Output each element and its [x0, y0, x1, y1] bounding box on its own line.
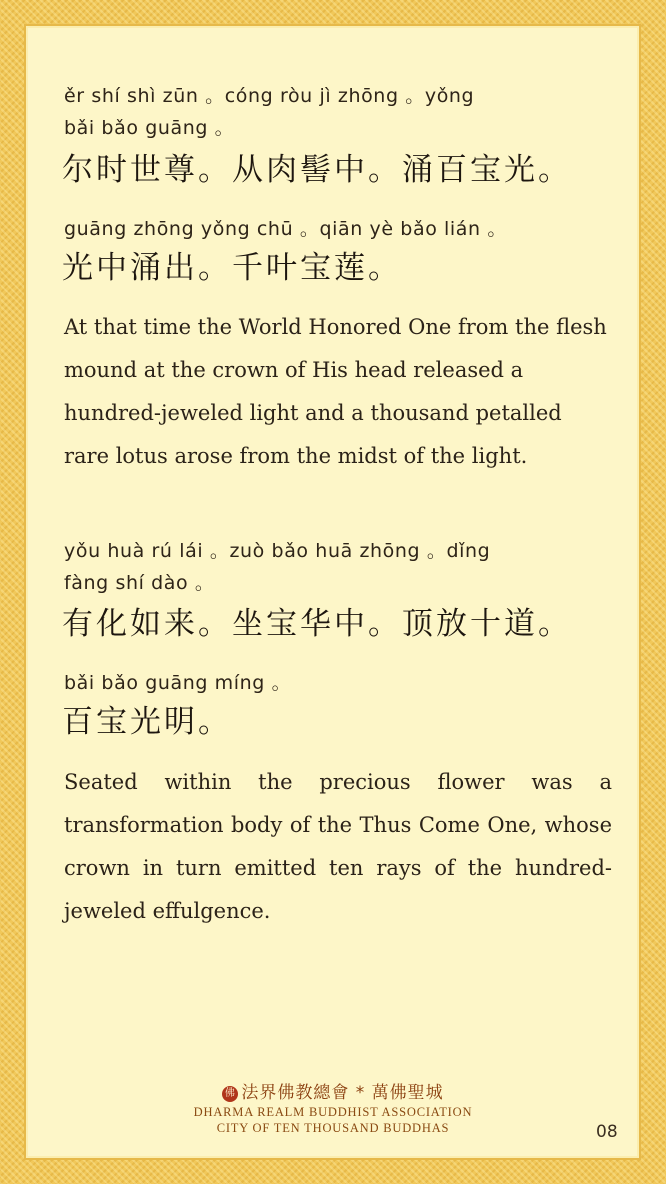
verse2-english: Seated within the precious flower was a transformation body of the Thus Come One, whose crown in turn emitted ten rays of the hundred-jeweled effulgence. [64, 770, 612, 923]
footer-chinese: 法界佛教總會 * 萬佛聖城 [241, 1083, 444, 1103]
footer [140, 1082, 526, 1136]
verse1-pinyin-line1: ěr shí shì zūn 。cóng ròu jì zhōng 。yǒng bǎi bǎo guāng 。 [64, 85, 475, 139]
verse1-chinese-line1: 尔时世尊。从肉髻中。涌百宝光。 [62, 152, 572, 188]
dharma-seal-icon: 佛 [222, 1086, 238, 1102]
page-number: 08 [596, 1122, 618, 1142]
verse1-chinese-line2: 光中涌出。千叶宝莲。 [62, 250, 402, 286]
verse2-chinese-line1: 有化如来。坐宝华中。顶放十道。 [62, 606, 572, 642]
verse2-pinyin-line1: yǒu huà rú lái 。zuò bǎo huā zhōng 。dǐng fàng shí dào 。 [64, 540, 491, 594]
footer-chinese-row [140, 1082, 526, 1104]
verse1-pinyin-line2: guāng zhōng yǒng chū 。qiān yè bǎo lián 。 [64, 218, 507, 240]
verse1-english: At that time the World Honored One from the flesh mound at the crown of His head released a hundred-jeweled light and a thousand petalled rare lotus arose from the midst of the light. [64, 315, 607, 468]
verse2-chinese-line2: 百宝光明。 [62, 704, 232, 740]
verse2-pinyin-line2: bǎi bǎo guāng míng 。 [64, 672, 292, 694]
footer-english-line1: DHARMA REALM BUDDHIST ASSOCIATION [193, 1105, 473, 1119]
footer-english-line2: CITY OF TEN THOUSAND BUDDHAS [216, 1121, 450, 1135]
